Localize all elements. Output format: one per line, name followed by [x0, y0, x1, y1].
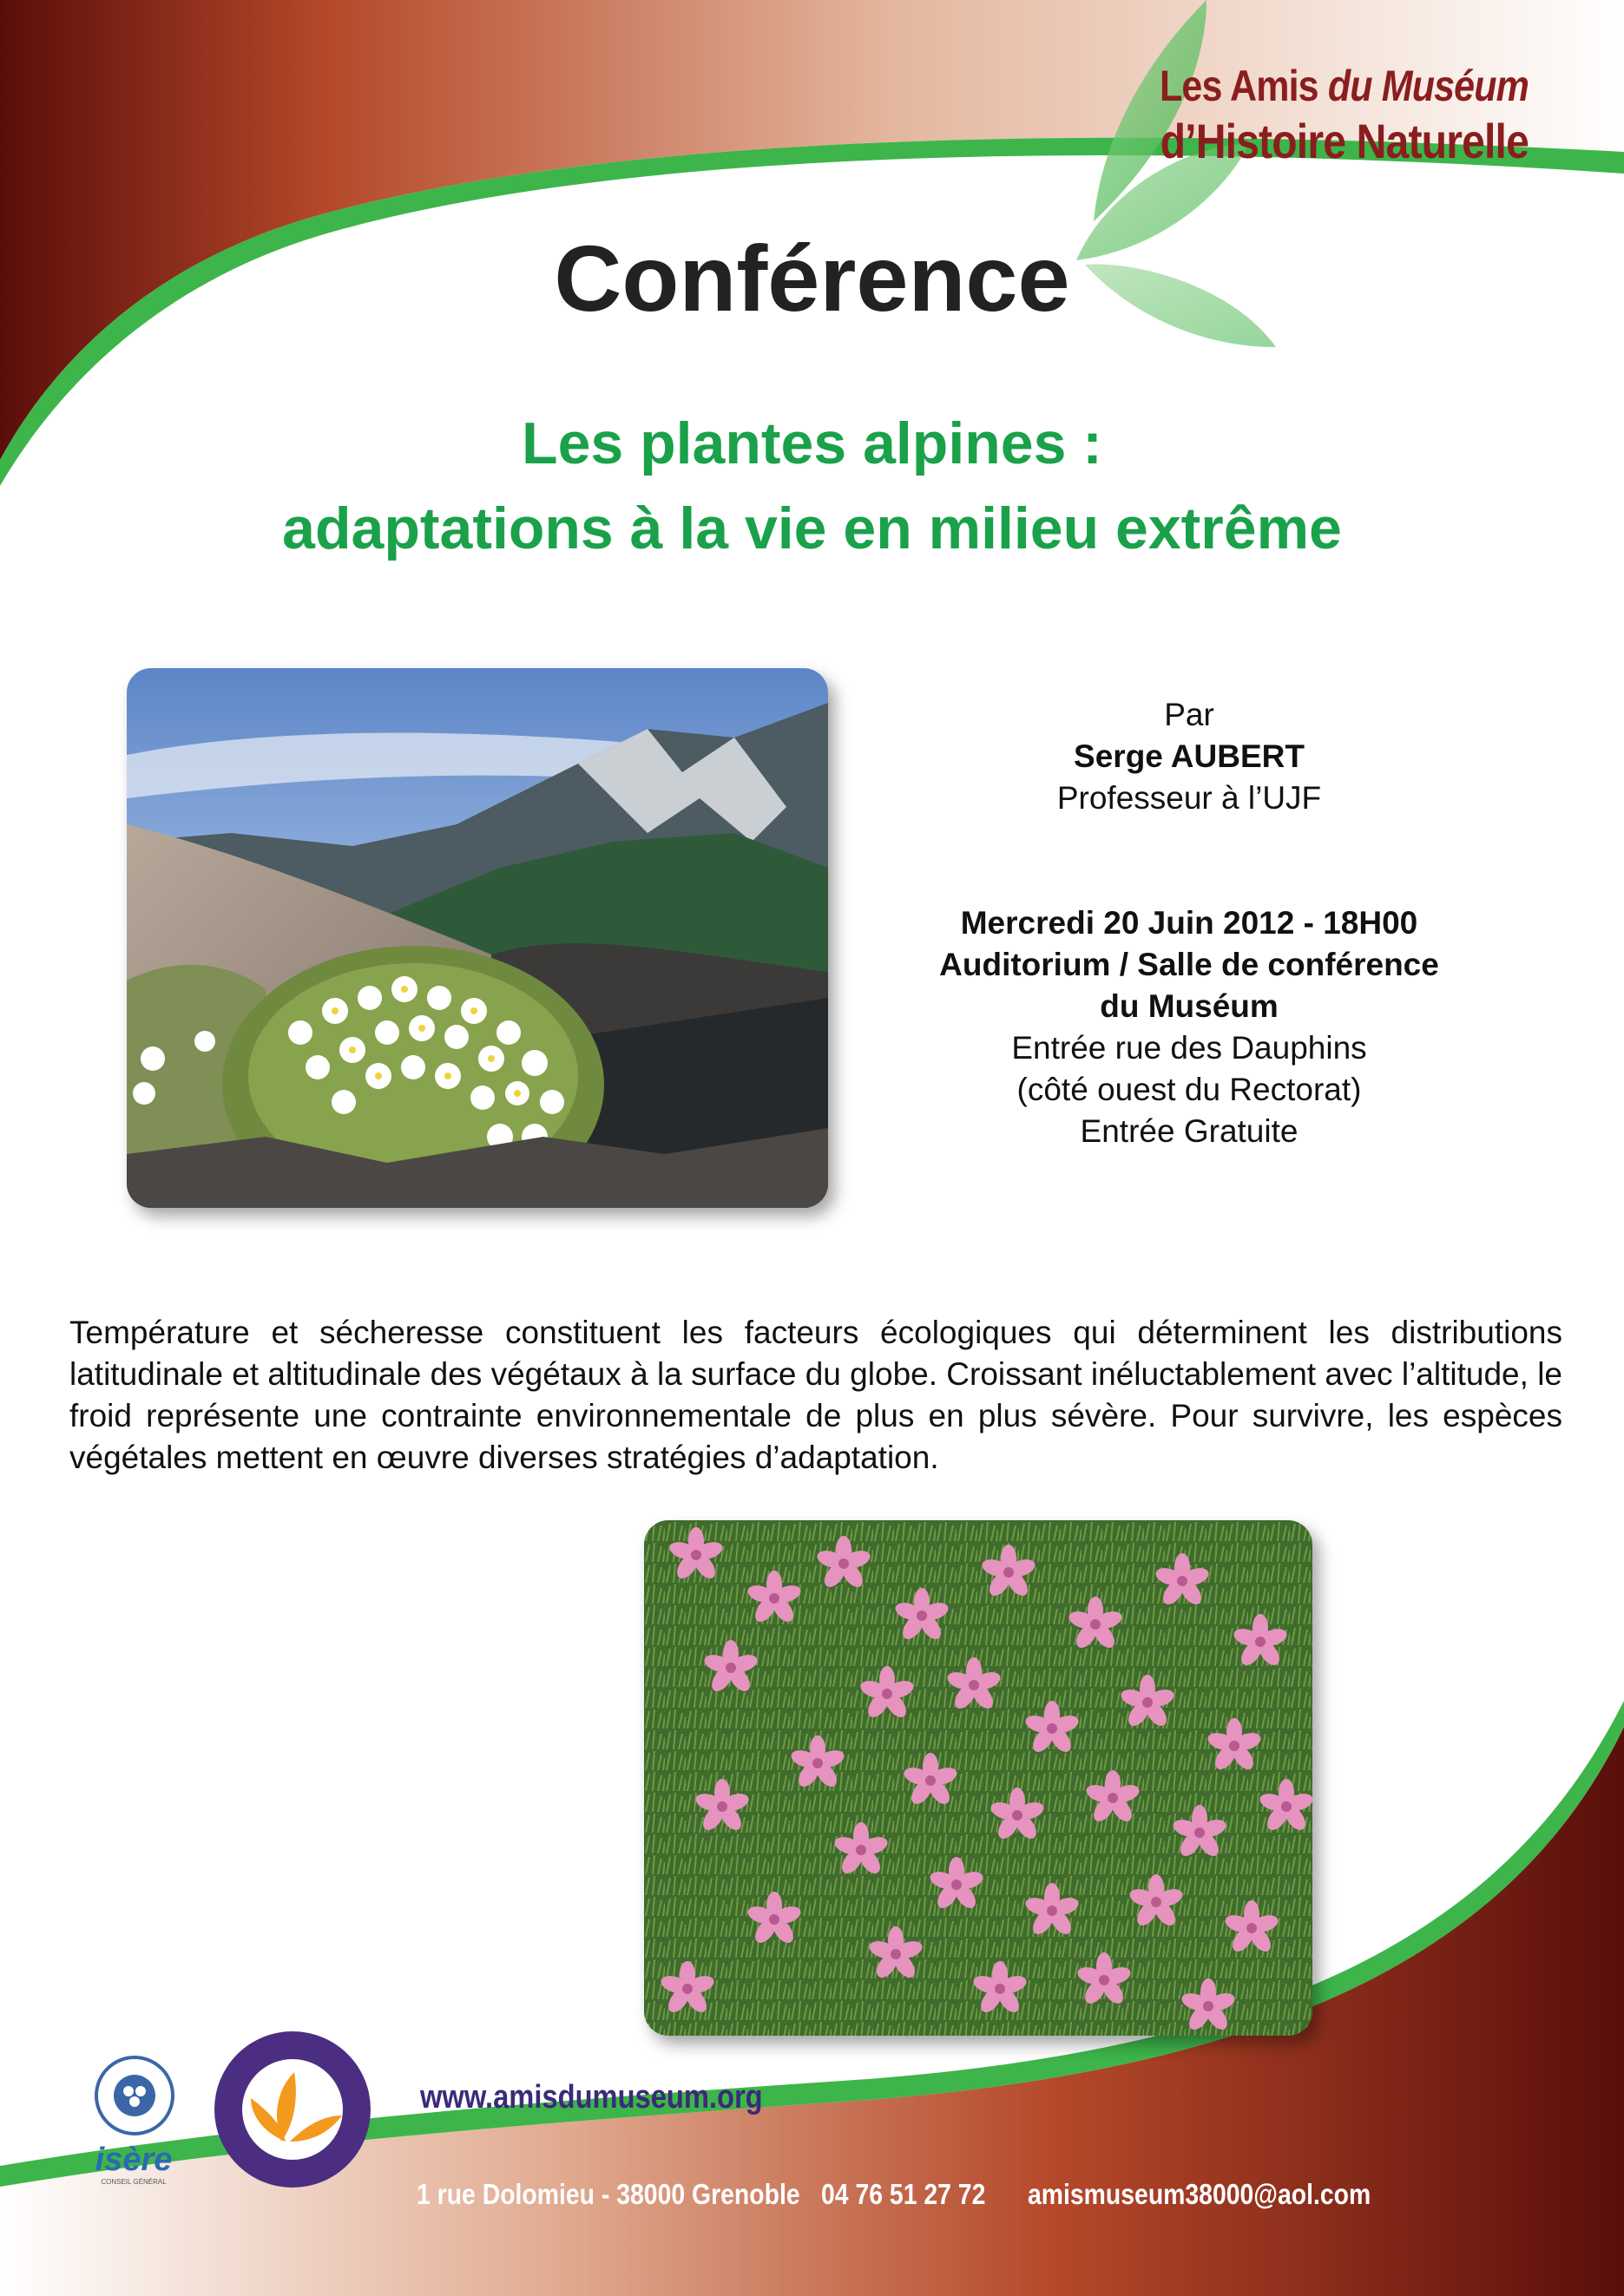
- venue-line-2: du Muséum: [1100, 988, 1279, 1024]
- entrance-info: Entrée rue des Dauphins: [1011, 1030, 1367, 1066]
- admission-info: Entrée Gratuite: [1080, 1113, 1299, 1149]
- event-info: [903, 694, 1476, 1152]
- pink-flowers-photo: [644, 1520, 1312, 2036]
- speaker-role: Professeur à l’UJF: [1056, 780, 1322, 816]
- brand-logo: [1008, 61, 1529, 169]
- address-text: 1 rue Dolomieu - 38000 Grenoble: [417, 2178, 800, 2210]
- website-link[interactable]: www.amisdumuseum.org: [420, 2079, 763, 2116]
- brand-italic: du Muséum: [1327, 62, 1529, 110]
- alpine-landscape-photo: [127, 668, 828, 1208]
- page-title: Conférence: [554, 226, 1070, 331]
- subtitle-line-2: adaptations à la vie en milieu extrême: [282, 495, 1342, 561]
- subtitle-line-1: Les plantes alpines :: [522, 410, 1102, 476]
- conference-subtitle: [0, 401, 1624, 571]
- brand-line2: d’Histoire Naturelle: [1160, 114, 1529, 168]
- phone-text: 04 76 51 27 72: [821, 2178, 986, 2210]
- email-link[interactable]: amismuseum38000@aol.com: [1028, 2178, 1371, 2210]
- brand-prefix: Les Amis: [1160, 62, 1328, 110]
- venue-line-1: Auditorium / Salle de conférence: [939, 947, 1439, 982]
- speaker-name: Serge AUBERT: [1074, 738, 1305, 774]
- association-logo: [212, 2029, 373, 2190]
- isere-subtitle: CONSEIL GÉNÉRAL: [101, 2178, 167, 2186]
- isere-logo: isère: [95, 2142, 173, 2178]
- location-note: (côté ouest du Rectorat): [1016, 1072, 1362, 1107]
- description-paragraph: Température et sécheresse constituent les facteurs écologiques qui déterminent les distributions latitudinale et altitudinale des végétaux à la surface du globe. Croissant inéluctablement avec l’altitude, le froid représente une contrainte environnementale de plus en plus sévère. Pour survivre, les espèces végétales mettent en œuvre diverses stratégies d’adaptation.: [69, 1315, 1562, 1475]
- by-label: Par: [1164, 697, 1214, 732]
- grenoble-logo: [94, 2055, 175, 2136]
- event-date: Mercredi 20 Juin 2012 - 18H00: [960, 905, 1418, 941]
